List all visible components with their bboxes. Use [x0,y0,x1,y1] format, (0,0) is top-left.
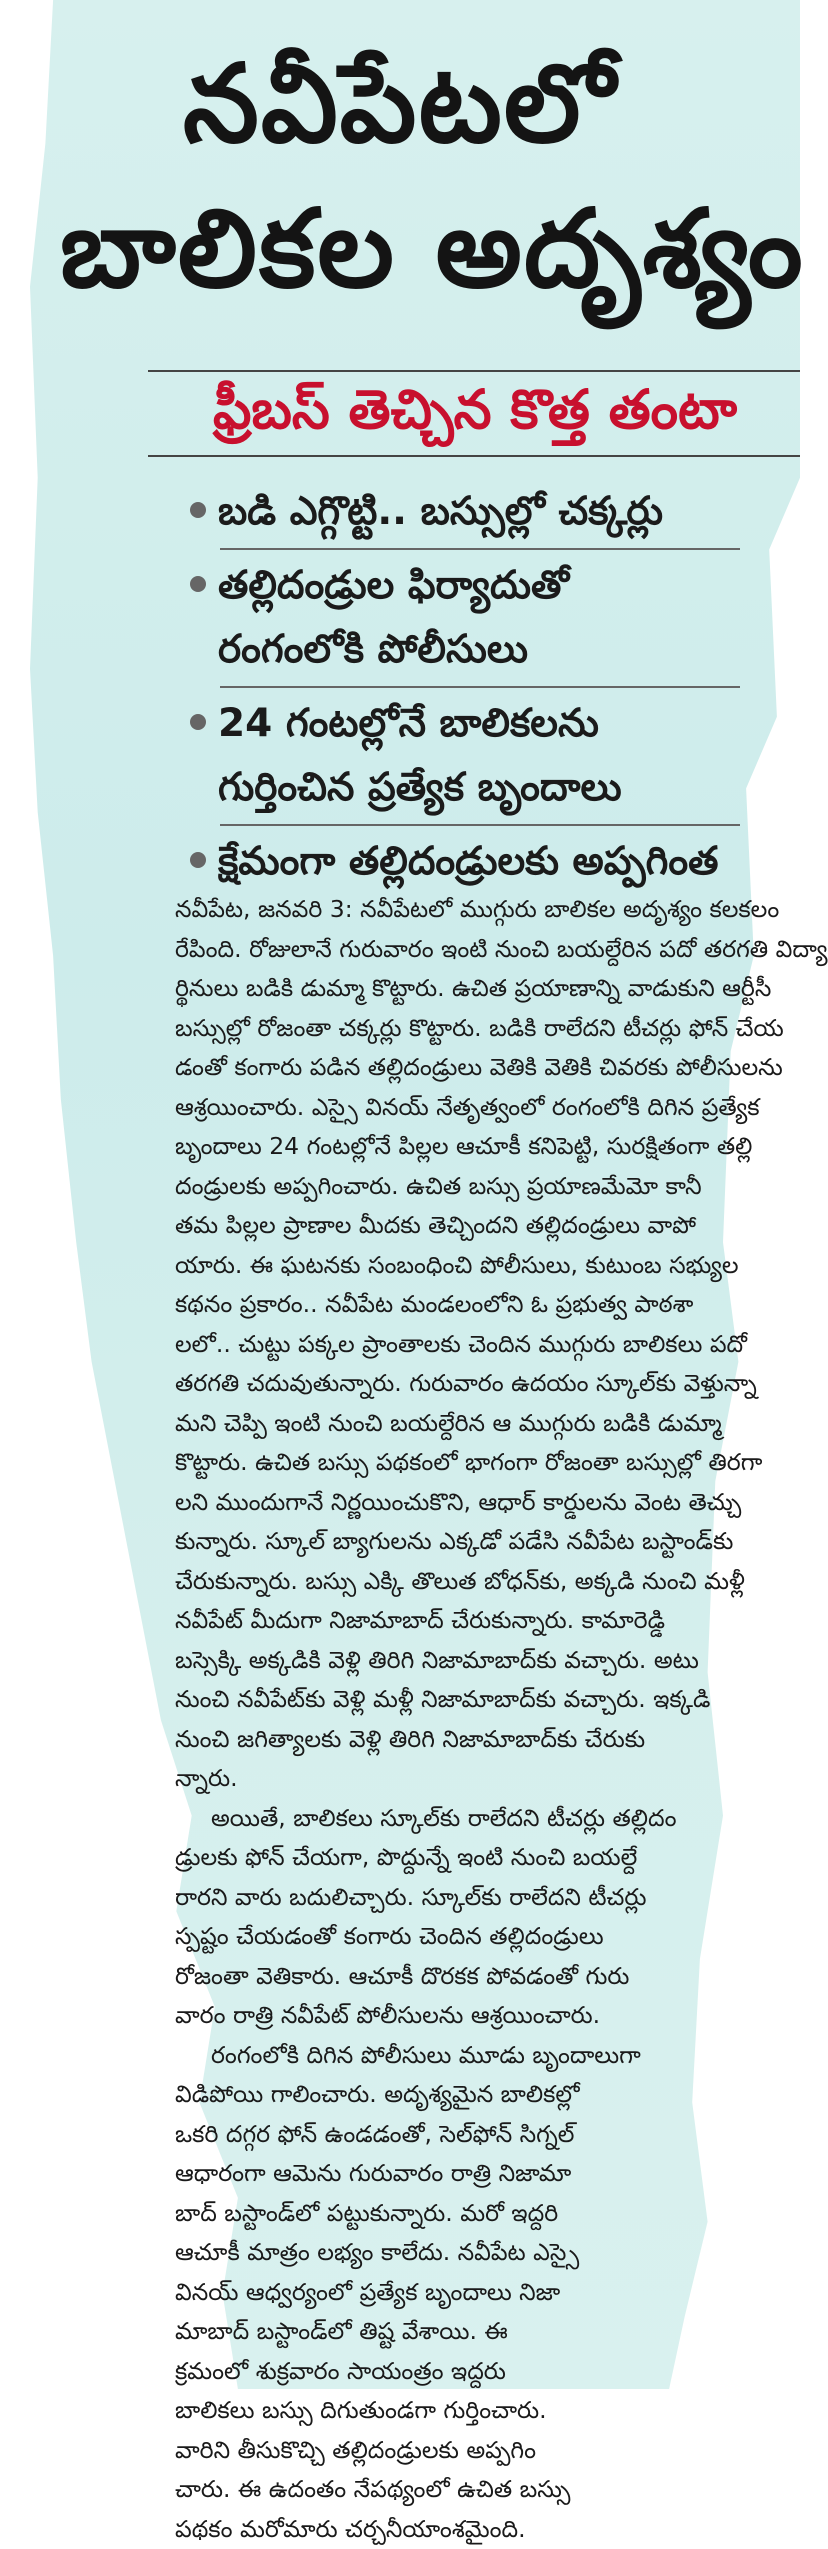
bullet-dot-icon [190,852,206,868]
bullet-item-4 [190,830,790,894]
article-line: నుంచి నవీపేట్‌కు వెళ్లి మళ్లీ నిజామాబాద్‌కు వచ్చారు. ఇక్కడి [175,1680,735,1720]
bullet-text-continuation: రంగంలోకి పోలీసులు [190,618,790,682]
article-line: డంతో కంగారు పడిన తల్లిదండ్రులు వెతికి వెతికి చివరకు పోలీసులను [175,1048,735,1088]
bullet-dot-icon [190,714,206,730]
article-line: రోజంతా వెతికారు. ఆచూకీ దొరకక పోవడంతో గురు [175,1957,735,1997]
bullet-text: 24 గంటల్లోనే బాలికలను [218,701,599,746]
bullet-dot-icon [190,502,206,518]
subhead-bottom-rule [148,455,800,457]
article-line: న్నారు. [175,1759,735,1799]
bullet-divider [220,686,740,688]
article-line: లలో.. చుట్టు పక్కల ప్రాంతాలకు చెందిన ముగ్గురు బాలికలు పదో [175,1325,735,1365]
article-line: కథనం ప్రకారం.. నవీపేట మండలంలోని ఓ ప్రభుత్వ పాఠశా [175,1285,735,1325]
article-line: తమ పిల్లల ప్రాణాల మీదకు తెచ్చిందని తల్లిదండ్రులు వాపో [175,1206,735,1246]
bullet-divider [220,548,740,550]
bullet-text-continuation: గుర్తించిన ప్రత్యేక బృందాలు [190,756,790,820]
article-line: బాద్ బస్టాండ్‌లో పట్టుకున్నారు. మరో ఇద్దరి [175,2194,735,2234]
bullet-item-2 [190,554,790,682]
article-line: కున్నారు. స్కూల్ బ్యాగులను ఎక్కడో పడేసి నవీపేట బస్టాండ్‌కు [175,1522,735,1562]
article-line: బాలికలు బస్సు దిగుతుండగా గుర్తించారు. [175,2391,735,2431]
bullet-text: బడి ఎగ్గొట్టి.. బస్సుల్లో చక్కర్లు [218,489,663,534]
subhead-top-rule [148,370,800,372]
article-line: బస్సుల్లో రోజంతా చక్కర్లు కొట్టారు. బడికి రాలేదని టీచర్లు ఫోన్ చేయ [175,1009,735,1049]
headline-line-1: నవీపేటలో [60,40,740,170]
article-line: నుంచి జగిత్యాలకు వెళ్లి తిరిగి నిజామాబాద్‌కు చేరుకు [175,1720,735,1760]
article-line: మాబాద్ బస్టాండ్‌లో తిష్ట వేశాయి. ఈ [175,2312,735,2352]
article-line: ఆచూకీ మాత్రం లభ్యం కాలేదు. నవీపేట ఎస్సై [175,2233,735,2273]
article-line: యారు. ఈ ఘటనకు సంబంధించి పోలీసులు, కుటుంబ సభ్యుల [175,1246,735,1286]
article-line: దండ్రులకు అప్పగించారు. ఉచిత బస్సు ప్రయాణమేమో కానీ [175,1167,735,1207]
article-line: మని చెప్పి ఇంటి నుంచి బయల్దేరిన ఆ ముగ్గురు బడికి డుమ్మా [175,1404,735,1444]
bullet-divider [220,824,740,826]
article-line: కొట్టారు. ఉచిత బస్సు పథకంలో భాగంగా రోజంతా బస్సుల్లో తిరగా [175,1443,735,1483]
article-paragraph-2 [175,1799,735,2036]
bullet-text: తల్లిదండ్రుల ఫిర్యాదుతో [218,563,569,608]
article-line: చేరుకున్నారు. బస్సు ఎక్కి తొలుత బోధన్‌కు, అక్కడి నుంచి మళ్లీ [175,1562,735,1602]
article-line: ఆశ్రయించారు. ఎస్సై వినయ్ నేతృత్వంలో రంగంలోకి దిగిన ప్రత్యేక [175,1088,735,1128]
article-line: ఒకరి దగ్గర ఫోన్ ఉండడంతో, సెల్‌ఫోన్ సిగ్నల్ [175,2115,735,2155]
bullet-list [190,480,790,894]
article-line: ఆధారంగా ఆమెను గురువారం రాత్రి నిజామా [175,2154,735,2194]
article-line: చారు. ఈ ఉదంతం నేపథ్యంలో ఉచిత బస్సు [175,2470,735,2510]
subheadline: ఫ్రీబస్ తెచ్చిన కొత్త తంటా [150,375,800,445]
article-line: వారం రాత్రి నవీపేట్ పోలీసులను ఆశ్రయించారు. [175,1996,735,2036]
bullet-text: క్షేమంగా తల్లిదండ్రులకు అప్పగింత [218,839,718,884]
bullet-item-1 [190,480,790,544]
article-line: రంగంలోకి దిగిన పోలీసులు మూడు బృందాలుగా [175,2036,735,2076]
article-line: వినయ్ ఆధ్వర్యంలో ప్రత్యేక బృందాలు నిజా [175,2273,735,2313]
article-line: అయితే, బాలికలు స్కూల్‌కు రాలేదని టీచర్లు తల్లిదం [175,1799,735,1839]
article-paragraph-3 [175,2036,735,2549]
article-line: స్పష్టం చేయడంతో కంగారు చెందిన తల్లిదండ్రులు [175,1917,735,1957]
article-line: బస్సెక్కి అక్కడికి వెళ్లి తిరిగి నిజామాబాద్‌కు వచ్చారు. అటు [175,1641,735,1681]
article-line: బృందాలు 24 గంటల్లోనే పిల్లల ఆచూకీ కనిపెట్టి, సురక్షితంగా తల్లి [175,1127,735,1167]
article-line: నవీపేట్ మీదుగా నిజామాబాద్ చేరుకున్నారు. కామారెడ్డి [175,1601,735,1641]
article-paragraph-1 [175,890,735,1799]
article-line: రేపింది. రోజులానే గురువారం ఇంటి నుంచి బయల్దేరిన పదో తరగతి విద్యా [175,930,735,970]
article-line: డ్రులకు ఫోన్ చేయగా, పొద్దున్నే ఇంటి నుంచి బయల్దే [175,1838,735,1878]
article-line: క్రమంలో శుక్రవారం సాయంత్రం ఇద్దరు [175,2352,735,2392]
headline-line-2: బాలికల అదృశ్యం [60,185,800,315]
bullet-dot-icon [190,576,206,592]
article-body [175,890,735,2549]
article-line: పథకం మరోమారు చర్చనీయాంశమైంది. [175,2510,735,2549]
article-line: రారని వారు బదులిచ్చారు. స్కూల్‌కు రాలేదని టీచర్లు [175,1878,735,1918]
article-line: వారిని తీసుకొచ్చి తల్లిదండ్రులకు అప్పగిం [175,2431,735,2471]
article-line: తరగతి చదువుతున్నారు. గురువారం ఉదయం స్కూల్‌కు వెళ్తున్నా [175,1364,735,1404]
article-line: లని ముందుగానే నిర్ణయించుకొని, ఆధార్ కార్డులను వెంట తెచ్చు [175,1483,735,1523]
article-line: ర్థినులు బడికి డుమ్మా కొట్టారు. ఉచిత ప్రయాణాన్ని వాడుకుని ఆర్టీసీ [175,969,735,1009]
article-line: విడిపోయి గాలించారు. అదృశ్యమైన బాలికల్లో [175,2075,735,2115]
bullet-item-3 [190,692,790,820]
article-line: నవీపేట, జనవరి 3: నవీపేటలో ముగ్గురు బాలికల అదృశ్యం కలకలం [175,890,735,930]
